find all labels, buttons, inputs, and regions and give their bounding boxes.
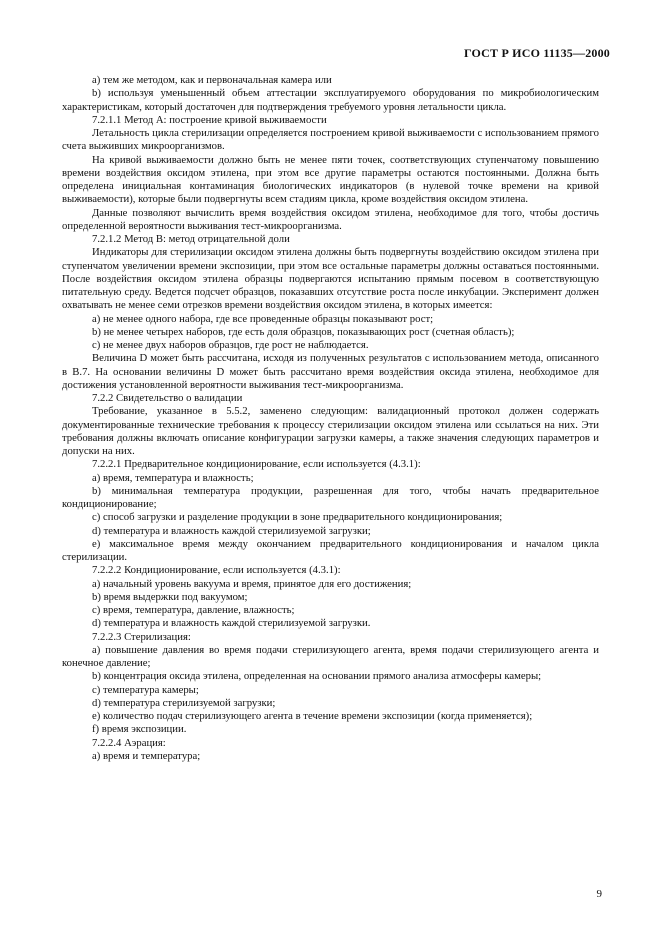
document-body [62, 74, 599, 763]
list-item: c) температура камеры; [92, 683, 199, 696]
section-heading: 7.2.2.2 Кондиционирование, если используется (4.3.1): [92, 564, 341, 577]
section-heading: 7.2.2.1 Предварительное кондиционирование, если используется (4.3.1): [92, 458, 421, 471]
list-item: a) время, температура и влажность; [92, 471, 254, 484]
section-heading: 7.2.2 Свидетельство о валидации [92, 392, 243, 404]
list-item: e) максимальное время между окончанием предварительного кондиционирования и началом цикла стерилизации. [62, 537, 599, 563]
list-item: c) время, температура, давление, влажность; [92, 604, 295, 616]
paragraph: a) тем же методом, как и первоначальная камера или [92, 74, 332, 86]
list-item: a) не менее одного набора, где все проведенные образцы показывают рост; [92, 312, 434, 325]
paragraph: Требование, указанное в 5.5.2, заменено следующим: валидационный протокол должен содержать документированные технические требования к процессу стерилизации оксидом этилена или ссылаться на них. Эти требования должны включать описание конфигурации загрузки камеры, а также значения следующих параметров и допуски на них. [62, 405, 599, 457]
list-item: b) время выдержки под вакуумом; [92, 590, 248, 603]
list-item: a) начальный уровень вакуума и время, принятое для его достижения; [92, 577, 412, 590]
paragraph: На кривой выживаемости должно быть не менее пяти точек, соответствующих ступенчатому повышению времени воздействия оксидом этилена, при этом все другие параметры остаются постоянными. Должна быть определена инициальная контаминация биологических индикаторов (в нулевой точке времени на кривой выживаемости), которые были подвергнуты всем стадиям цикла, кроме воздействия оксидом этилена. [62, 153, 599, 206]
list-item: a) повышение давления во время подачи стерилизующего агента, время подачи стерилизующего агента и конечное давление; [62, 643, 599, 669]
paragraph: b) используя уменьшенный объем аттестации эксплуатируемого оборудования по микробиологическим характеристикам, который достаточен для подтверждения требуемого уровня летальности цикла. [62, 87, 599, 113]
section-heading: 7.2.2.3 Стерилизация: [92, 630, 191, 643]
paragraph: Величина D может быть рассчитана, исходя из полученных результатов с использованием метода, описанного в В.7. На основании величины D может быть рассчитано время воздействия оксида этилена, необходимое для достижения установленной вероятности выживания тест-микроорганизма. [62, 352, 599, 391]
paragraph: Летальность цикла стерилизации определяется построением кривой выживаемости с использованием прямого счета выживших микроорганизмов. [62, 127, 599, 153]
page-number: 9 [596, 888, 602, 900]
paragraph: Данные позволяют вычислить время воздействия оксидом этилена, необходимое для того, чтобы достичь определенной вероятности выживания тест-микроорганизма. [62, 206, 599, 232]
section-heading: 7.2.1.2 Метод В: метод отрицательной доли [92, 233, 290, 245]
list-item: e) количество подач стерилизующего агента в течение времени экспозиции (когда применяется); [92, 710, 533, 722]
list-item: c) способ загрузки и разделение продукции в зоне предварительного кондиционирования; [92, 511, 503, 524]
section-heading: 7.2.1.1 Метод А: построение кривой выживаемости [92, 113, 327, 126]
list-item: b) минимальная температура продукции, разрешенная для того, чтобы начать предварительное кондиционирование; [62, 484, 599, 510]
list-item: d) температура и влажность каждой стерилизуемой загрузки; [92, 524, 371, 537]
list-item: b) концентрация оксида этилена, определенная на основании прямого анализа атмосферы камеры; [92, 670, 542, 683]
standard-header: ГОСТ Р ИСО 11135—2000 [463, 46, 610, 60]
list-item: f) время экспозиции. [92, 723, 187, 736]
section-heading: 7.2.2.4 Аэрация: [92, 736, 166, 749]
list-item: d) температура и влажность каждой стерилизуемой загрузки. [92, 617, 371, 630]
list-item: d) температура стерилизуемой загрузки; [92, 696, 276, 709]
list-item: c) не менее двух наборов образцов, где рост не наблюдается. [92, 339, 369, 351]
list-item: a) время и температура; [92, 749, 201, 762]
paragraph: Индикаторы для стерилизации оксидом этилена должны быть подвергнуты воздействию оксидом этилена при ступенчатом увеличении времени экспозиции, при этом все остальные параметры должны оставаться постоянными. После воздействия оксидом этилена образцы подвергаются испытанию прямым посевом в соответствующую питательную среду. Ведется подсчет образцов, показавших отсутствие роста после инкубации. Эксперимент должен охватывать не менее семи отрезков времени воздействия оксидом этилена, в которых имеется: [62, 246, 599, 312]
list-item: b) не менее четырех наборов, где есть доля образцов, показывающих рост (счетная область); [92, 325, 515, 338]
